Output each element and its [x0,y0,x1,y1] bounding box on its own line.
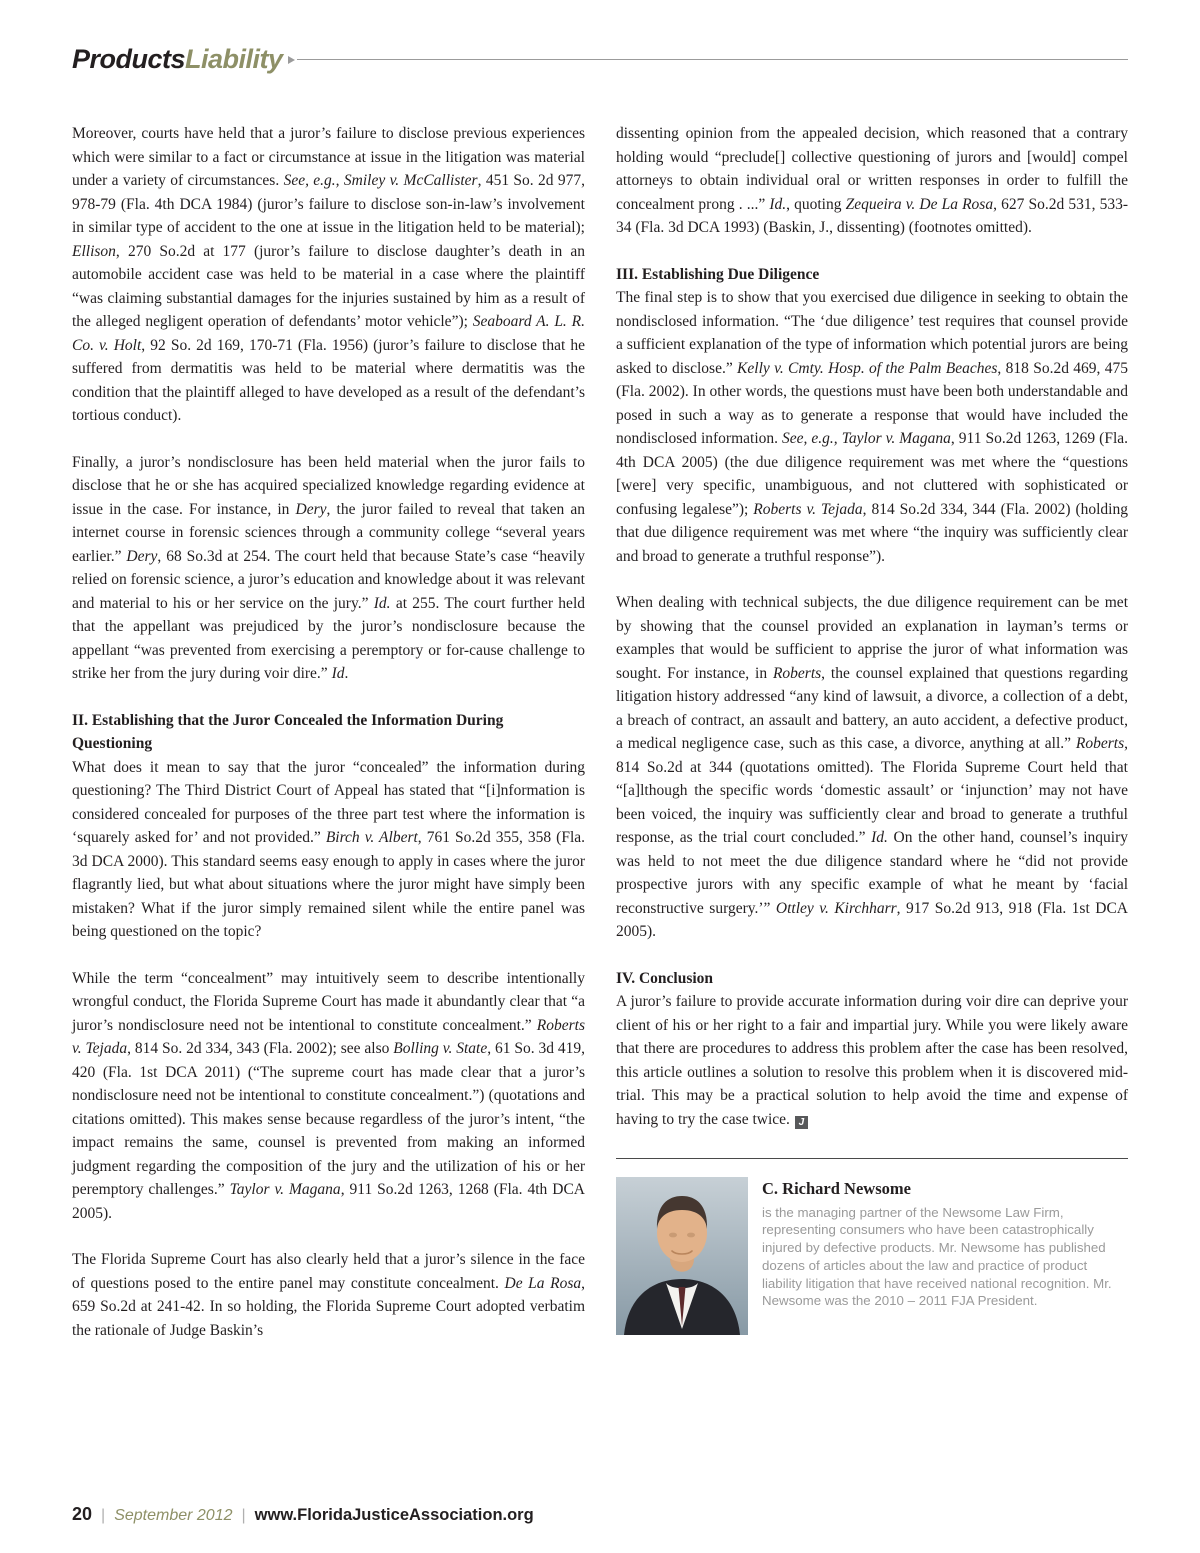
text-run: Ottley v. Kirchharr [775,899,897,917]
right-column [616,122,1128,1342]
text-run: Id [331,665,345,682]
fja-end-mark-icon: J [795,1116,808,1129]
text-run: , 761 So.2d 355, 358 (Fla. 3d DCA 2000). This standard seems easy enough to apply in cases where the juror flagrantly lied, but what about situations where the juror might have simply been mistaken? What if the juror simply remained silent while the entire panel was being questioned on the topic? [72,829,585,940]
text-run: On the other hand, counsel’s inquiry was held to not meet the due diligence standard where he “did not provide prospective jurors with any specific example of what he meant by ‘facial reconstructive surgery.’” [616,829,1128,917]
text-run: Roberts v. Tejada [72,1016,585,1057]
paragraph-concealment-intent [72,967,585,1226]
author-bio [616,1158,1128,1335]
left-column [72,122,585,1342]
text-run: , the juror failed to reveal that taken an internet course in forensic sciences through a community college “several years earlier.” [72,500,585,565]
text-run: , 911 So.2d 1263, 1269 (Fla. 4th DCA 2005) (the due diligence requirement was met where the “questions [were] very specific, unambiguous, and not cluttered with sophisticated or confusing legalese”); [616,430,1129,518]
text-run: The Florida Supreme Court has also clearly held that a juror’s silence in the face of questions posed to the entire panel may constitute concealment. [72,1251,585,1292]
author-photo [616,1177,748,1335]
text-run: A juror’s failure to provide accurate information during voir dire can deprive your client of his or her right to a fair and impartial jury. While you were likely aware that there are procedures to address this problem after the case has been resolved, this article outlines a solution to resolve this problem when it is discovered mid-trial. This may be a practical solution to help avoid the time and expense of having to try the case twice. [616,993,1128,1128]
text-run: , 911 So.2d 1263, 1268 (Fla. 4th DCA 2005). [72,1181,586,1222]
paragraph-concealed-meaning [72,756,585,944]
article-body [72,122,1128,1342]
text-run: , 814 So.2d 334, 344 (Fla. 2002) (holding that due diligence requirement was met where “the inquiry was sufficiently clear and broad to generate a truthful response”). [616,500,1128,565]
text-run: , 61 So. 3d 419, 420 (Fla. 1st DCA 2011) (“The supreme court has made clear that a juror’s nondisclosure need not be intentional to constitute concealment.”) (quotations and citations omitted). This makes sense because regardless of the juror’s intent, “the impact remains the same, counsel is prevented from making an informed judgment regarding the composition of the jury and the utilization of his or her peremptory challenges.” [72,1040,585,1198]
text-run: Kelly v. Cmty. Hosp. of the Palm Beaches [737,359,998,377]
text-run: What does it mean to say that the juror “concealed” the information during questioning? The Third District Court of Appeal has stated that “[i]nformation is considered concealed for purposes of the three part test where the information is ‘squarely asked for’ and not provided.” [72,758,585,846]
author-name: C. Richard Newsome [762,1179,911,1198]
paragraph-due-diligence [616,286,1128,568]
text-run: , 92 So. 2d 169, 170-71 (Fla. 1956) (juror’s failure to disclose that he suffered from dermatitis was held to be material where dermatitis was the condition that the plaintiff alleged to have developed as a result of the defendant’s tortious conduct). [72,336,586,424]
text-run: Roberts [772,664,822,682]
text-run: Ellison [72,242,116,260]
text-run: , quoting [786,195,846,213]
text-run: The final step is to show that you exercised due diligence in seeking to obtain the nondisclosed information. “The ‘due diligence’ test requires that counsel provide a sufficient explanation of the type of information which potential jurors are being asked to disclose.” [616,289,1128,377]
section-heading-ii: II. Establishing that the Juror Concealed the Information During Questioning [72,711,504,752]
section-heading-iv: IV. Conclusion [616,969,714,987]
section-heading-iii: III. Establishing Due Diligence [616,265,820,283]
text-run: See, e.g., Taylor v. Magana [782,430,951,447]
text-run: , 659 So.2d at 241-42. In so holding, the Florida Supreme Court adopted verbatim the rationale of Judge Baskin’s [72,1274,585,1339]
text-run: . [344,665,349,682]
page-number: 20 [72,1504,93,1524]
text-run: De La Rosa [504,1274,582,1292]
text-run: Id. [769,195,787,213]
text-run: , 814 So.2d at 344 (quotations omitted). The Florida Supreme Court held that “[a]lthough the specific words ‘domestic assault’ or ‘injunction’ may not have been voiced, the inquiry was sufficiently clear and broad to generate a truthful response, as the trial court concluded.” [616,735,1128,846]
bio-divider [616,1158,1128,1159]
masthead-rule [297,59,1128,60]
text-run: Id. [373,594,391,612]
website-url: www.FloridaJusticeAssociation.org [254,1506,534,1524]
text-run: Bolling v. State [393,1040,488,1057]
footer-separator: | [241,1507,246,1524]
masthead-title-products: Products [72,44,186,74]
page-footer [72,1504,534,1525]
text-run: at 255. The court further held that the appellant was prejudiced by the juror’s nondisclosure because the appellant “was prevented from exercising a peremptory or for-cause challenge to strike her from the jury during voir dire.” [72,594,585,682]
paragraph-materiality-cases [72,122,585,428]
text-run: Zequeira v. De La Rosa [845,195,994,213]
masthead-title-liability: Liability [185,44,283,74]
text-run: Moreover, courts have held that a juror’s failure to disclose previous experiences which were similar to a fact or circumstance at issue in the litigation was material under a variety of circumstances. [72,125,585,189]
text-run: , 814 So. 2d 334, 343 (Fla. 2002); see also [127,1040,394,1057]
paragraph-conclusion [616,990,1128,1131]
headshot-portrait-image [616,1177,748,1335]
text-run: , 818 So.2d 469, 475 (Fla. 2002). In other words, the questions must have been both understandable and posed in such a way as to generate a response that would have included the nondisclosed information. [616,359,1128,447]
footer-separator: | [101,1507,106,1524]
text-run: , 270 So.2d at 177 (juror’s failure to disclose daughter’s death in an automobile accident case was held to be material in a case where the plaintiff “was claiming substantial damages for the injuries sustained by him as a result of the alleged negligent operation of defendants’ motor vehicle”); [72,242,585,330]
text-run: When dealing with technical subjects, the due diligence requirement can be met by showing that the counsel provided an explanation in layman’s terms or examples that would be sufficient to apprise the juror of what information was sought. For instance, in [616,594,1128,682]
paragraph-technical-subjects [616,591,1128,944]
text-run: Taylor v. Magana [229,1181,341,1198]
text-run: Finally, a juror’s nondisclosure has been held material when the juror fails to disclose that he or she has acquired specialized knowledge regarding evidence at issue in the case. For instance, in [72,453,585,518]
text-run: , 451 So. 2d 977, 978-79 (Fla. 4th DCA 1984) (juror’s failure to disclose son-in-law’s involvement in similar type of accident to the one at issue in the litigation held to be material); [72,172,586,236]
text-run: , 68 So.3d at 254. The court held that because State’s case “heavily relied on forensic science, a juror’s education and knowledge about it was relevant and material to his or her service on the jury.” [72,547,585,612]
text-run: , the counsel explained that questions regarding litigation history addressed “any kind of lawsuit, a divorce, a collection of a debt, a breach of contract, an assault and battery, an auto accident, a defective product, a medical negligence case, such as this case, a divorce, anything at all.” [616,664,1128,752]
author-description: is the managing partner of the Newsome Law Firm, representing consumers who have been catastrophically injured by defective products. Mr. Newsome has published dozens of articles about the law and practice of product liability litigation that have received national recognition. Mr. Newsome was the 2010 – 2011 FJA President. [762,1204,1112,1309]
text-run: Roberts [1075,735,1125,752]
section-masthead [72,44,1128,75]
masthead-arrow-icon [288,56,295,64]
issue-date: September 2012 [114,1507,233,1524]
paragraph-juror-silence [72,1248,585,1342]
text-run: Id. [871,829,888,846]
paragraph-specialized-knowledge [72,451,585,686]
paragraph-dissenting-opinion [616,122,1128,240]
text-run: , 917 So.2d 913, 918 (Fla. 1st DCA 2005). [616,899,1128,940]
text-run: Dery [126,547,158,565]
text-run: , 627 So.2d 531, 533-34 (Fla. 3d DCA 1993) (Baskin, J., dissenting) (footnotes omitted). [616,195,1128,236]
text-run: Birch v. Albert [325,829,418,846]
text-run: dissenting opinion from the appealed decision, which reasoned that a contrary holding would “preclude[] collective questioning of jurors and [would] compel attorneys to obtain individual oral or written responses in order to fulfill the concealment prong . ...” [616,125,1128,213]
conclusion-text [616,993,1128,1128]
text-run: Seaboard A. L. R. Co. v. Holt [72,313,585,354]
text-run: While the term “concealment” may intuitively seem to describe intentionally wrongful conduct, the Florida Supreme Court has made it abundantly clear that “a juror’s nondisclosure need not be intentional to constitute concealment.” [72,969,585,1034]
text-run: Dery [295,500,327,518]
text-run: Roberts v. Tejada [753,500,863,518]
text-run: See, e.g., Smiley v. McCallister [283,172,478,189]
